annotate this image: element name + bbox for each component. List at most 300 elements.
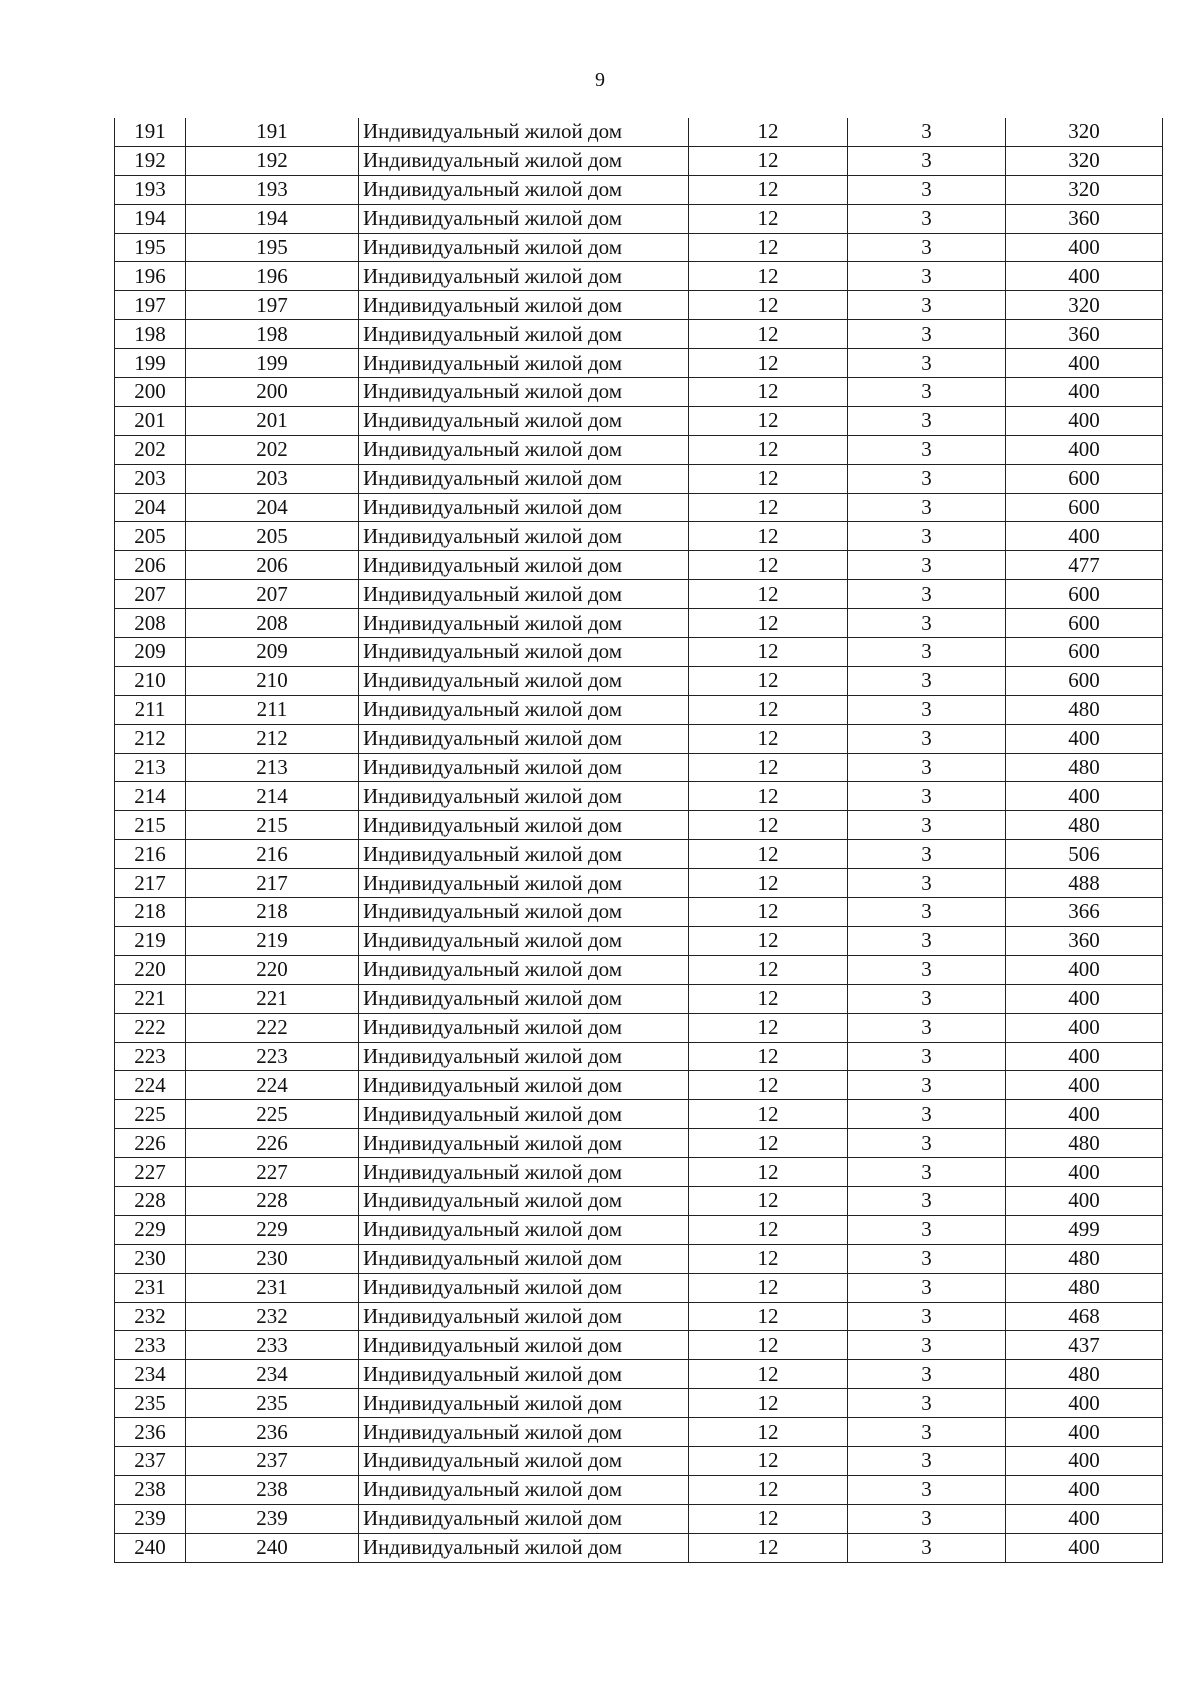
value-3-cell: 3 [848, 1446, 1006, 1475]
value-3-cell: 3 [848, 522, 1006, 551]
plot-number-cell: 218 [186, 898, 359, 927]
plot-number-cell: 203 [186, 464, 359, 493]
table-row [115, 753, 1163, 782]
plot-number-cell: 191 [186, 118, 359, 146]
area-cell: 600 [1006, 666, 1163, 695]
table-row [115, 1186, 1163, 1215]
value-3-cell: 3 [848, 1302, 1006, 1331]
object-type-cell: Индивидуальный жилой дом [359, 406, 689, 435]
area-cell: 506 [1006, 840, 1163, 869]
object-type-cell: Индивидуальный жилой дом [359, 1244, 689, 1273]
value-12-cell: 12 [689, 955, 848, 984]
row-number-cell: 235 [115, 1389, 186, 1418]
row-number-cell: 194 [115, 204, 186, 233]
value-12-cell: 12 [689, 464, 848, 493]
row-number-cell: 240 [115, 1533, 186, 1562]
table-row [115, 118, 1163, 146]
table-row [115, 1042, 1163, 1071]
value-12-cell: 12 [689, 898, 848, 927]
value-12-cell: 12 [689, 638, 848, 667]
row-number-cell: 198 [115, 320, 186, 349]
area-cell: 400 [1006, 984, 1163, 1013]
value-3-cell: 3 [848, 724, 1006, 753]
table-row [115, 1071, 1163, 1100]
table-row [115, 955, 1163, 984]
area-cell: 400 [1006, 1042, 1163, 1071]
value-12-cell: 12 [689, 320, 848, 349]
value-3-cell: 3 [848, 262, 1006, 291]
value-3-cell: 3 [848, 406, 1006, 435]
object-type-cell: Индивидуальный жилой дом [359, 1446, 689, 1475]
object-type-cell: Индивидуальный жилой дом [359, 1533, 689, 1562]
value-12-cell: 12 [689, 666, 848, 695]
value-12-cell: 12 [689, 1389, 848, 1418]
plot-number-cell: 213 [186, 753, 359, 782]
value-3-cell: 3 [848, 1158, 1006, 1187]
plot-number-cell: 211 [186, 695, 359, 724]
area-cell: 400 [1006, 262, 1163, 291]
value-3-cell: 3 [848, 1418, 1006, 1447]
object-type-cell: Индивидуальный жилой дом [359, 551, 689, 580]
area-cell: 360 [1006, 926, 1163, 955]
object-type-cell: Индивидуальный жилой дом [359, 378, 689, 407]
row-number-cell: 206 [115, 551, 186, 580]
object-type-cell: Индивидуальный жилой дом [359, 638, 689, 667]
table-row [115, 233, 1163, 262]
object-type-cell: Индивидуальный жилой дом [359, 955, 689, 984]
area-cell: 400 [1006, 1071, 1163, 1100]
area-cell: 488 [1006, 869, 1163, 898]
plot-number-cell: 208 [186, 609, 359, 638]
object-type-cell: Индивидуальный жилой дом [359, 695, 689, 724]
value-12-cell: 12 [689, 1446, 848, 1475]
value-3-cell: 3 [848, 1244, 1006, 1273]
plot-number-cell: 234 [186, 1360, 359, 1389]
object-type-cell: Индивидуальный жилой дом [359, 926, 689, 955]
object-type-cell: Индивидуальный жилой дом [359, 175, 689, 204]
value-3-cell: 3 [848, 869, 1006, 898]
plot-number-cell: 200 [186, 378, 359, 407]
area-cell: 400 [1006, 522, 1163, 551]
value-12-cell: 12 [689, 1215, 848, 1244]
area-cell: 320 [1006, 118, 1163, 146]
value-3-cell: 3 [848, 349, 1006, 378]
object-type-cell: Индивидуальный жилой дом [359, 1360, 689, 1389]
value-3-cell: 3 [848, 1331, 1006, 1360]
object-type-cell: Индивидуальный жилой дом [359, 1186, 689, 1215]
area-cell: 320 [1006, 175, 1163, 204]
value-3-cell: 3 [848, 1475, 1006, 1504]
row-number-cell: 215 [115, 811, 186, 840]
plot-number-cell: 228 [186, 1186, 359, 1215]
page-number: 9 [595, 69, 605, 91]
value-3-cell: 3 [848, 1129, 1006, 1158]
value-12-cell: 12 [689, 1129, 848, 1158]
value-3-cell: 3 [848, 551, 1006, 580]
plot-number-cell: 235 [186, 1389, 359, 1418]
object-type-cell: Индивидуальный жилой дом [359, 1158, 689, 1187]
area-cell: 320 [1006, 146, 1163, 175]
row-number-cell: 219 [115, 926, 186, 955]
plot-number-cell: 233 [186, 1331, 359, 1360]
table-row [115, 1100, 1163, 1129]
row-number-cell: 208 [115, 609, 186, 638]
object-type-cell: Индивидуальный жилой дом [359, 666, 689, 695]
object-type-cell: Индивидуальный жилой дом [359, 320, 689, 349]
object-type-cell: Индивидуальный жилой дом [359, 1013, 689, 1042]
object-type-cell: Индивидуальный жилой дом [359, 1071, 689, 1100]
plot-number-cell: 222 [186, 1013, 359, 1042]
area-cell: 400 [1006, 1504, 1163, 1533]
object-type-cell: Индивидуальный жилой дом [359, 118, 689, 146]
object-type-cell: Индивидуальный жилой дом [359, 580, 689, 609]
value-3-cell: 3 [848, 378, 1006, 407]
area-cell: 400 [1006, 1158, 1163, 1187]
plot-number-cell: 236 [186, 1418, 359, 1447]
plot-number-cell: 209 [186, 638, 359, 667]
plot-number-cell: 202 [186, 435, 359, 464]
plot-number-cell: 223 [186, 1042, 359, 1071]
object-type-cell: Индивидуальный жилой дом [359, 522, 689, 551]
value-12-cell: 12 [689, 609, 848, 638]
area-cell: 400 [1006, 1533, 1163, 1562]
row-number-cell: 229 [115, 1215, 186, 1244]
value-12-cell: 12 [689, 493, 848, 522]
row-number-cell: 202 [115, 435, 186, 464]
table-row [115, 1331, 1163, 1360]
object-type-cell: Индивидуальный жилой дом [359, 1215, 689, 1244]
value-3-cell: 3 [848, 1100, 1006, 1129]
area-cell: 400 [1006, 724, 1163, 753]
table-row [115, 1129, 1163, 1158]
object-type-cell: Индивидуальный жилой дом [359, 204, 689, 233]
area-cell: 480 [1006, 1360, 1163, 1389]
area-cell: 400 [1006, 233, 1163, 262]
table-row [115, 1446, 1163, 1475]
plot-number-cell: 231 [186, 1273, 359, 1302]
plot-number-cell: 206 [186, 551, 359, 580]
row-number-cell: 191 [115, 118, 186, 146]
value-3-cell: 3 [848, 175, 1006, 204]
area-cell: 437 [1006, 1331, 1163, 1360]
table-row [115, 869, 1163, 898]
plot-number-cell: 221 [186, 984, 359, 1013]
row-number-cell: 201 [115, 406, 186, 435]
object-type-cell: Индивидуальный жилой дом [359, 724, 689, 753]
plot-number-cell: 204 [186, 493, 359, 522]
row-number-cell: 226 [115, 1129, 186, 1158]
object-type-cell: Индивидуальный жилой дом [359, 233, 689, 262]
row-number-cell: 223 [115, 1042, 186, 1071]
row-number-cell: 225 [115, 1100, 186, 1129]
row-number-cell: 222 [115, 1013, 186, 1042]
table-row [115, 175, 1163, 204]
plot-number-cell: 197 [186, 291, 359, 320]
land-plot-table [114, 118, 1163, 1563]
object-type-cell: Индивидуальный жилой дом [359, 435, 689, 464]
table-row [115, 349, 1163, 378]
value-3-cell: 3 [848, 984, 1006, 1013]
row-number-cell: 216 [115, 840, 186, 869]
object-type-cell: Индивидуальный жилой дом [359, 464, 689, 493]
object-type-cell: Индивидуальный жилой дом [359, 984, 689, 1013]
value-3-cell: 3 [848, 1389, 1006, 1418]
table-row [115, 146, 1163, 175]
object-type-cell: Индивидуальный жилой дом [359, 1273, 689, 1302]
value-3-cell: 3 [848, 580, 1006, 609]
value-12-cell: 12 [689, 1418, 848, 1447]
table-row [115, 291, 1163, 320]
value-3-cell: 3 [848, 1013, 1006, 1042]
plot-number-cell: 227 [186, 1158, 359, 1187]
value-12-cell: 12 [689, 782, 848, 811]
table-row [115, 522, 1163, 551]
area-cell: 400 [1006, 1100, 1163, 1129]
row-number-cell: 236 [115, 1418, 186, 1447]
plot-number-cell: 226 [186, 1129, 359, 1158]
plot-number-cell: 239 [186, 1504, 359, 1533]
area-cell: 480 [1006, 753, 1163, 782]
plot-number-cell: 193 [186, 175, 359, 204]
table-row [115, 204, 1163, 233]
table-row [115, 580, 1163, 609]
value-12-cell: 12 [689, 1273, 848, 1302]
value-3-cell: 3 [848, 609, 1006, 638]
value-3-cell: 3 [848, 233, 1006, 262]
plot-number-cell: 238 [186, 1475, 359, 1504]
row-number-cell: 203 [115, 464, 186, 493]
table-row [115, 666, 1163, 695]
area-cell: 499 [1006, 1215, 1163, 1244]
table-row [115, 984, 1163, 1013]
plot-number-cell: 237 [186, 1446, 359, 1475]
object-type-cell: Индивидуальный жилой дом [359, 146, 689, 175]
value-3-cell: 3 [848, 1533, 1006, 1562]
table-row [115, 1013, 1163, 1042]
table-row [115, 1389, 1163, 1418]
area-cell: 400 [1006, 406, 1163, 435]
row-number-cell: 218 [115, 898, 186, 927]
value-3-cell: 3 [848, 1360, 1006, 1389]
value-12-cell: 12 [689, 1360, 848, 1389]
value-12-cell: 12 [689, 291, 848, 320]
value-12-cell: 12 [689, 1100, 848, 1129]
row-number-cell: 217 [115, 869, 186, 898]
table-row [115, 1158, 1163, 1187]
table-row [115, 811, 1163, 840]
value-3-cell: 3 [848, 666, 1006, 695]
value-12-cell: 12 [689, 926, 848, 955]
object-type-cell: Индивидуальный жилой дом [359, 1042, 689, 1071]
area-cell: 600 [1006, 493, 1163, 522]
table-row [115, 406, 1163, 435]
plot-number-cell: 219 [186, 926, 359, 955]
value-3-cell: 3 [848, 840, 1006, 869]
value-12-cell: 12 [689, 118, 848, 146]
object-type-cell: Индивидуальный жилой дом [359, 753, 689, 782]
plot-number-cell: 229 [186, 1215, 359, 1244]
object-type-cell: Индивидуальный жилой дом [359, 1302, 689, 1331]
value-3-cell: 3 [848, 1504, 1006, 1533]
value-12-cell: 12 [689, 1071, 848, 1100]
row-number-cell: 210 [115, 666, 186, 695]
plot-number-cell: 224 [186, 1071, 359, 1100]
table-row [115, 1215, 1163, 1244]
value-12-cell: 12 [689, 840, 848, 869]
object-type-cell: Индивидуальный жилой дом [359, 898, 689, 927]
area-cell: 600 [1006, 580, 1163, 609]
area-cell: 400 [1006, 1389, 1163, 1418]
object-type-cell: Индивидуальный жилой дом [359, 1504, 689, 1533]
area-cell: 600 [1006, 609, 1163, 638]
plot-number-cell: 207 [186, 580, 359, 609]
value-3-cell: 3 [848, 493, 1006, 522]
value-3-cell: 3 [848, 146, 1006, 175]
area-cell: 480 [1006, 1273, 1163, 1302]
plot-number-cell: 205 [186, 522, 359, 551]
value-3-cell: 3 [848, 1042, 1006, 1071]
row-number-cell: 204 [115, 493, 186, 522]
area-cell: 480 [1006, 695, 1163, 724]
plot-number-cell: 212 [186, 724, 359, 753]
value-3-cell: 3 [848, 204, 1006, 233]
table-row [115, 551, 1163, 580]
value-12-cell: 12 [689, 378, 848, 407]
table-row [115, 1302, 1163, 1331]
area-cell: 477 [1006, 551, 1163, 580]
value-3-cell: 3 [848, 955, 1006, 984]
value-12-cell: 12 [689, 1042, 848, 1071]
table-row [115, 782, 1163, 811]
value-12-cell: 12 [689, 1244, 848, 1273]
table-row [115, 1244, 1163, 1273]
plot-number-cell: 201 [186, 406, 359, 435]
row-number-cell: 196 [115, 262, 186, 291]
area-cell: 400 [1006, 349, 1163, 378]
value-3-cell: 3 [848, 464, 1006, 493]
object-type-cell: Индивидуальный жилой дом [359, 869, 689, 898]
row-number-cell: 197 [115, 291, 186, 320]
value-12-cell: 12 [689, 262, 848, 291]
plot-number-cell: 232 [186, 1302, 359, 1331]
table-row [115, 609, 1163, 638]
value-12-cell: 12 [689, 175, 848, 204]
area-cell: 400 [1006, 782, 1163, 811]
object-type-cell: Индивидуальный жилой дом [359, 1389, 689, 1418]
value-12-cell: 12 [689, 984, 848, 1013]
value-12-cell: 12 [689, 406, 848, 435]
object-type-cell: Индивидуальный жилой дом [359, 291, 689, 320]
area-cell: 320 [1006, 291, 1163, 320]
value-12-cell: 12 [689, 1475, 848, 1504]
value-12-cell: 12 [689, 724, 848, 753]
plot-number-cell: 230 [186, 1244, 359, 1273]
table-row [115, 695, 1163, 724]
value-3-cell: 3 [848, 1186, 1006, 1215]
object-type-cell: Индивидуальный жилой дом [359, 609, 689, 638]
plot-number-cell: 220 [186, 955, 359, 984]
table-row [115, 1504, 1163, 1533]
object-type-cell: Индивидуальный жилой дом [359, 262, 689, 291]
value-12-cell: 12 [689, 233, 848, 262]
row-number-cell: 227 [115, 1158, 186, 1187]
plot-number-cell: 216 [186, 840, 359, 869]
area-cell: 366 [1006, 898, 1163, 927]
object-type-cell: Индивидуальный жилой дом [359, 349, 689, 378]
value-3-cell: 3 [848, 926, 1006, 955]
row-number-cell: 234 [115, 1360, 186, 1389]
value-3-cell: 3 [848, 291, 1006, 320]
row-number-cell: 237 [115, 1446, 186, 1475]
value-3-cell: 3 [848, 118, 1006, 146]
table-row [115, 1475, 1163, 1504]
value-3-cell: 3 [848, 320, 1006, 349]
value-3-cell: 3 [848, 1071, 1006, 1100]
value-12-cell: 12 [689, 1186, 848, 1215]
plot-number-cell: 195 [186, 233, 359, 262]
table-row [115, 1273, 1163, 1302]
object-type-cell: Индивидуальный жилой дом [359, 840, 689, 869]
area-cell: 400 [1006, 1446, 1163, 1475]
object-type-cell: Индивидуальный жилой дом [359, 493, 689, 522]
value-12-cell: 12 [689, 695, 848, 724]
plot-number-cell: 217 [186, 869, 359, 898]
area-cell: 600 [1006, 464, 1163, 493]
object-type-cell: Индивидуальный жилой дом [359, 1475, 689, 1504]
row-number-cell: 232 [115, 1302, 186, 1331]
row-number-cell: 205 [115, 522, 186, 551]
row-number-cell: 233 [115, 1331, 186, 1360]
value-3-cell: 3 [848, 782, 1006, 811]
row-number-cell: 230 [115, 1244, 186, 1273]
table-row [115, 1360, 1163, 1389]
area-cell: 468 [1006, 1302, 1163, 1331]
table-row [115, 493, 1163, 522]
area-cell: 360 [1006, 204, 1163, 233]
value-3-cell: 3 [848, 1215, 1006, 1244]
value-12-cell: 12 [689, 435, 848, 464]
table-row [115, 320, 1163, 349]
value-3-cell: 3 [848, 898, 1006, 927]
table-body [115, 118, 1163, 1562]
table-row [115, 1533, 1163, 1562]
plot-number-cell: 196 [186, 262, 359, 291]
value-12-cell: 12 [689, 811, 848, 840]
value-12-cell: 12 [689, 1533, 848, 1562]
value-3-cell: 3 [848, 638, 1006, 667]
plot-number-cell: 210 [186, 666, 359, 695]
table-row [115, 926, 1163, 955]
object-type-cell: Индивидуальный жилой дом [359, 1129, 689, 1158]
value-12-cell: 12 [689, 551, 848, 580]
value-12-cell: 12 [689, 522, 848, 551]
plot-number-cell: 194 [186, 204, 359, 233]
plot-number-cell: 199 [186, 349, 359, 378]
object-type-cell: Индивидуальный жилой дом [359, 1100, 689, 1129]
value-12-cell: 12 [689, 1158, 848, 1187]
area-cell: 360 [1006, 320, 1163, 349]
row-number-cell: 195 [115, 233, 186, 262]
plot-number-cell: 215 [186, 811, 359, 840]
row-number-cell: 193 [115, 175, 186, 204]
table-row [115, 898, 1163, 927]
table-row [115, 1418, 1163, 1447]
value-12-cell: 12 [689, 1302, 848, 1331]
row-number-cell: 199 [115, 349, 186, 378]
area-cell: 400 [1006, 1186, 1163, 1215]
row-number-cell: 207 [115, 580, 186, 609]
area-cell: 480 [1006, 811, 1163, 840]
